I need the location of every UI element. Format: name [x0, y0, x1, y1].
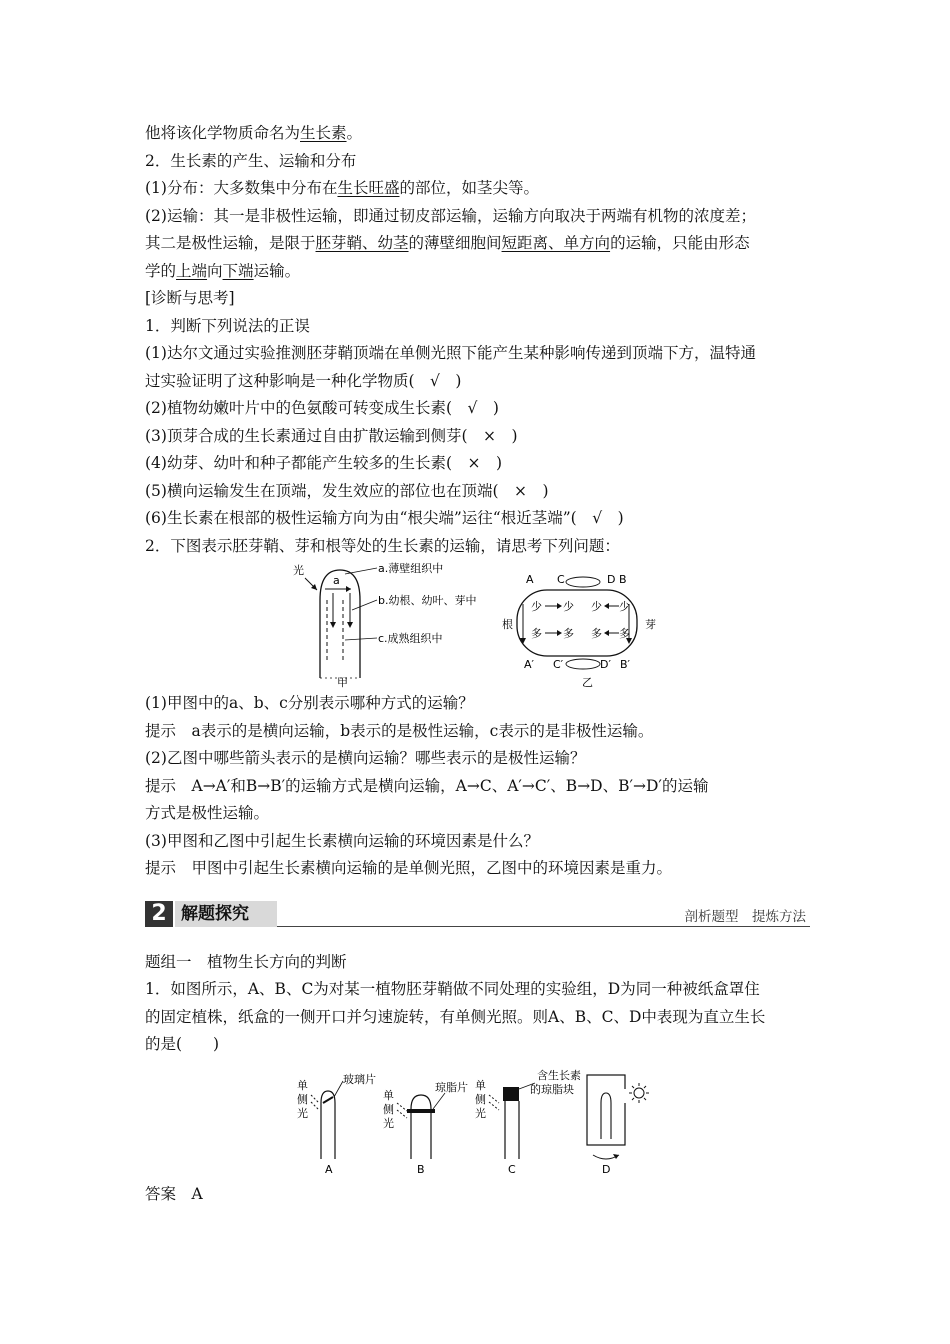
- r2-left-arrowhead: [557, 630, 562, 636]
- C-agar-label-2: 的琼脂块: [530, 1082, 574, 1096]
- text-line: 过实验证明了这种影响是一种化学物质( √ ): [145, 371, 462, 390]
- A-light-ray: [311, 1102, 319, 1110]
- text-line: 2．下图表示胚芽鞘、芽和根等处的生长素的运输，请思考下列问题：: [145, 536, 620, 555]
- A-glass-plate: [323, 1097, 333, 1103]
- text-line: 其二是极性运输，是限于胚芽鞘、幼茎的薄壁细胞间短距离、单方向的运输，只能由形态: [145, 234, 750, 252]
- text-line: (1)达尔文通过实验推测胚芽鞘顶端在单侧光照下能产生某种影响传递到顶端下方，温特通: [145, 344, 756, 362]
- text-line: (5)横向运输发生在顶端，发生效应的部位也在顶端( × ): [145, 481, 549, 500]
- caption-yi: 乙: [582, 676, 593, 689]
- A-dan: 单: [297, 1078, 308, 1092]
- arrowhead-b-left: [330, 622, 336, 628]
- coleoptile-outline: [320, 570, 360, 678]
- label-root: 根: [502, 618, 513, 631]
- r2-left: 多: [531, 627, 542, 640]
- subheading: 2．生长素的产生、运输和分布: [145, 151, 357, 170]
- text-line: (4)幼芽、幼叶和种子都能产生较多的生长素( × ): [145, 454, 503, 472]
- B-light-ray: [397, 1103, 407, 1111]
- B-leader: [433, 1093, 445, 1109]
- text-line: (1)甲图中的a、b、c分别表示哪种方式的运输？: [145, 694, 474, 712]
- leader-b: [352, 600, 377, 610]
- C-agar-block: [503, 1087, 519, 1101]
- A-label: A: [325, 1162, 333, 1176]
- leaf-top: [566, 577, 600, 587]
- text-line: 的是( ): [145, 1035, 220, 1053]
- label-C2: C′: [553, 658, 564, 671]
- figure-transport-svg: [145, 560, 810, 690]
- label-A: A: [526, 573, 534, 586]
- label-B2: B′: [620, 658, 631, 671]
- text-line: (6)生长素在根部的极性运输方向为由“根尖端”运往“根近茎端”( √ ): [145, 509, 624, 527]
- label-D: D: [607, 573, 616, 586]
- C-light-ray: [489, 1102, 499, 1110]
- page-content: [145, 120, 810, 1208]
- leaf-bottom: [566, 659, 600, 669]
- text-line: (2)乙图中哪些箭头表示的是横向运输？哪些表示的是极性运输？: [145, 749, 586, 767]
- r1-right-2: 少: [619, 600, 630, 613]
- C-ce: 侧: [475, 1092, 486, 1106]
- label-B: B: [619, 573, 627, 586]
- B-coleoptile: [411, 1113, 431, 1159]
- A-light-ray: [311, 1095, 319, 1103]
- C-light-ray: [489, 1095, 499, 1103]
- r2-right-arrowhead: [604, 630, 609, 636]
- B-guang: 光: [383, 1116, 394, 1130]
- caption-jia: 甲: [337, 676, 348, 689]
- label-C: C: [557, 573, 565, 586]
- light-label: 光: [293, 564, 304, 577]
- text-line: 方式是极性运输。: [145, 804, 270, 822]
- section-subtitle: 剖析题型 提炼方法: [684, 908, 806, 925]
- section-number: 2: [145, 901, 173, 927]
- A-ce: 侧: [297, 1092, 308, 1106]
- text-line: (2)运输：其一是非极性运输，即通过韧皮部运输，运输方向取决于两端有机物的浓度差；: [145, 206, 756, 225]
- figure-transport: [145, 560, 810, 690]
- leader-c: [345, 638, 377, 640]
- r1-left-2: 少: [591, 600, 602, 613]
- r1-left: 少: [531, 600, 542, 613]
- C-coleoptile: [505, 1101, 519, 1159]
- figure-experiment-svg: [145, 1069, 810, 1181]
- text-line: 1．判断下列说法的正误: [145, 316, 310, 335]
- D-label: D: [602, 1162, 611, 1176]
- A-leader: [334, 1081, 343, 1097]
- text-line: 的固定植株，纸盒的一侧开口并匀速旋转，有单侧光照。则A、B、C、D中表现为直立生长: [145, 1007, 766, 1026]
- r2-right-2: 多: [619, 627, 630, 640]
- section-rule: [277, 926, 810, 927]
- text-line: 提示 a表示的是横向运输，b表示的是极性运输，c表示的是非极性运输。: [145, 721, 654, 740]
- B-tip: [411, 1095, 431, 1109]
- arrowhead-b-right: [347, 622, 353, 628]
- A-glass-label: 玻璃片: [343, 1072, 376, 1086]
- D-rotation-arrowhead: [613, 1154, 619, 1159]
- text-line: 题组一 植物生长方向的判断: [145, 952, 347, 971]
- r1-right: 少: [563, 600, 574, 613]
- text-line: (1)分布：大多数集中分布在生长旺盛的部位，如茎尖等。: [145, 179, 539, 197]
- r2-right: 多: [563, 627, 574, 640]
- text-line: [诊断与思考]: [145, 289, 235, 307]
- section-title: 解题探究: [175, 901, 277, 927]
- text-line: (3)顶芽合成的生长素通过自由扩散运输到侧芽( × ): [145, 426, 518, 445]
- label-c: c.成熟组织中: [378, 632, 443, 645]
- leader-a: [345, 568, 377, 574]
- arrowhead-a: [346, 586, 351, 592]
- text-line: (2)植物幼嫩叶片中的色氨酸可转变成生长素( √ ): [145, 399, 499, 417]
- C-guang: 光: [475, 1106, 486, 1120]
- D-plant: [601, 1093, 611, 1139]
- B-ce: 侧: [383, 1102, 394, 1116]
- C-label: C: [508, 1162, 516, 1176]
- B-light-ray: [397, 1110, 407, 1118]
- text-line: 学的上端向下端运输。: [145, 261, 301, 280]
- D-paper-box: [587, 1075, 625, 1145]
- B-agar-sheet: [407, 1109, 435, 1113]
- label-a-letter: a: [333, 574, 340, 587]
- section-header: [145, 897, 810, 933]
- answer-line: 答案 A: [145, 1184, 203, 1203]
- label-a: a.薄壁组织中: [378, 562, 444, 575]
- C-agar-label-1: 含生长素: [537, 1068, 581, 1082]
- r1-left-arrowhead: [557, 603, 562, 609]
- sun-rays: [629, 1083, 649, 1103]
- figure-experiment: [145, 1069, 810, 1181]
- label-A2: A′: [524, 658, 535, 671]
- text-line: (3)甲图和乙图中引起生长素横向运输的环境因素是什么？: [145, 831, 539, 850]
- r2-left-2: 多: [591, 627, 602, 640]
- text-line: 1．如图所示，A、B、C为对某一植物胚芽鞘做不同处理的实验组，D为同一种被纸盒罩住: [145, 980, 760, 998]
- text-line: 提示 A→A′和B→B′的运输方式是横向运输，A→C、A′→C′、B→D、B′→D′的运输: [145, 776, 709, 795]
- B-label: B: [417, 1162, 425, 1176]
- B-agar-label: 琼脂片: [435, 1080, 468, 1094]
- r1-right-arrowhead: [604, 603, 609, 609]
- label-bud: 芽: [645, 618, 656, 631]
- C-dan: 单: [475, 1078, 486, 1092]
- label-b: b.幼根、幼叶、芽中: [378, 594, 477, 607]
- A-coleoptile: [321, 1091, 335, 1159]
- B-dan: 单: [383, 1088, 394, 1102]
- sun-icon: [634, 1088, 644, 1098]
- text-line: 他将该化学物质命名为生长素。: [145, 124, 363, 142]
- text-line: 提示 甲图中引起生长素横向运输的是单侧光照，乙图中的环境因素是重力。: [145, 859, 673, 877]
- A-guang: 光: [297, 1106, 308, 1120]
- label-D2: D′: [600, 658, 611, 671]
